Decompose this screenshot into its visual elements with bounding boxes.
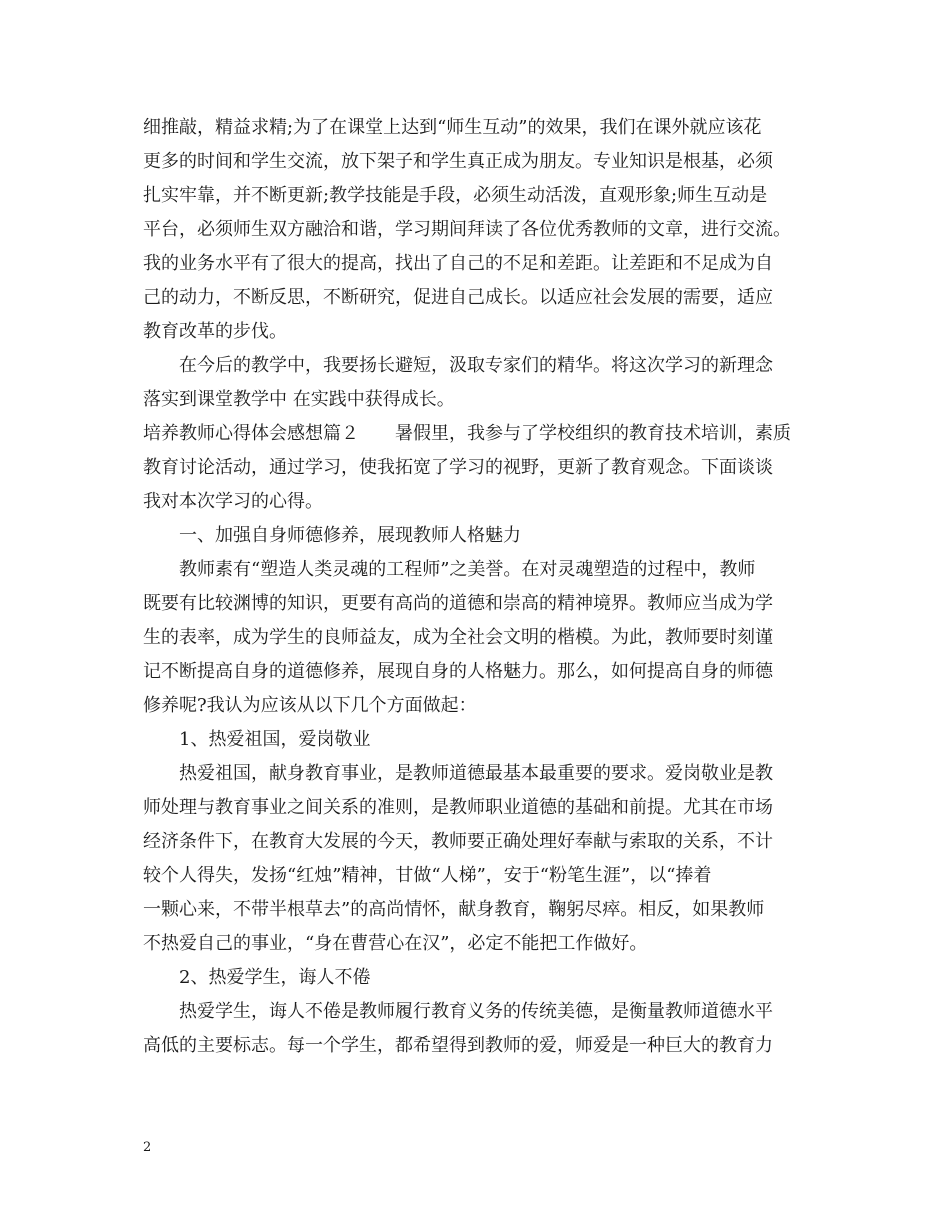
- page-number: 2: [143, 1140, 152, 1155]
- body-line: 较个人得失，发扬“红烛”精神，甘做“人梯”，安于“粉笔生涯”，以“捧着: [143, 865, 712, 886]
- body-line: 修养呢?我认为应该从以下几个方面做起：: [143, 695, 477, 716]
- body-line: 生的表率，成为学生的良师益友，成为全社会文明的楷模。为此，教师要时刻谨: [143, 627, 773, 648]
- body-line: 教育讨论活动，通过学习，使我拓宽了学习的视野，更新了教育观念。下面谈谈: [143, 457, 773, 478]
- subheading-line: 1、热爱祖国，爱岗敬业: [179, 729, 371, 750]
- body-line: 热爱祖国，献身教育事业，是教师道德最基本最重要的要求。爱岗敬业是教: [179, 763, 773, 784]
- body-line: 热爱学生，诲人不倦是教师履行教育义务的传统美德，是衡量教师道德水平: [179, 1001, 773, 1022]
- body-line: 教师素有“塑造人类灵魂的工程师”之美誉。在对灵魂塑造的过程中，教师: [179, 559, 756, 580]
- body-line: 我对本次学习的心得。: [143, 491, 323, 512]
- body-line: 平台，必须师生双方融洽和谐，学习期间拜读了各位优秀教师的文章，进行交流。: [143, 219, 791, 240]
- body-line: 教育改革的步伐。: [143, 321, 287, 342]
- body-line: 经济条件下，在教育大发展的今天，教师要正确处理好奉献与索取的关系，不计: [143, 831, 773, 852]
- body-line: 更多的时间和学生交流，放下架子和学生真正成为朋友。专业知识是根基，必须: [143, 151, 773, 172]
- body-line: 我的业务水平有了很大的提高，找出了自己的不足和差距。让差距和不足成为自: [143, 253, 773, 274]
- body-line: 细推敲，精益求精;为了在课堂上达到“师生互动”的效果，我们在课外就应该花: [143, 117, 762, 138]
- body-line: 师处理与教育事业之间关系的准则，是教师职业道德的基础和前提。尤其在市场: [143, 797, 773, 818]
- body-line: 落实到课堂教学中 在实践中获得成长。: [143, 389, 455, 410]
- subheading-line: 一、加强自身师德修养，展现教师人格魅力: [179, 525, 521, 546]
- body-line: 不热爱自己的事业，“身在曹营心在汉”，必定不能把工作做好。: [143, 933, 648, 954]
- section-heading-line: 培养教师心得体会感想篇２ 暑假里，我参与了学校组织的教育技术培训，素质: [143, 423, 791, 444]
- body-line: 在今后的教学中，我要扬长避短，汲取专家们的精华。将这次学习的新理念: [179, 355, 773, 376]
- subheading-line: 2、热爱学生，诲人不倦: [179, 967, 371, 988]
- body-line: 既要有比较渊博的知识，更要有高尚的道德和崇高的精神境界。教师应当成为学: [143, 593, 773, 614]
- body-line: 己的动力，不断反思，不断研究，促进自己成长。以适应社会发展的需要，适应: [143, 287, 773, 308]
- body-line: 记不断提高自身的道德修养，展现自身的人格魅力。那么，如何提高自身的师德: [143, 661, 773, 682]
- body-line: 高低的主要标志。每一个学生，都希望得到教师的爱，师爱是一种巨大的教育力: [143, 1035, 773, 1056]
- body-line: 一颗心来，不带半根草去”的高尚情怀，献身教育，鞠躬尽瘁。相反，如果教师: [143, 899, 765, 920]
- body-line: 扎实牢靠，并不断更新;教学技能是手段，必须生动活泼，直观形象;师生互动是: [143, 185, 768, 206]
